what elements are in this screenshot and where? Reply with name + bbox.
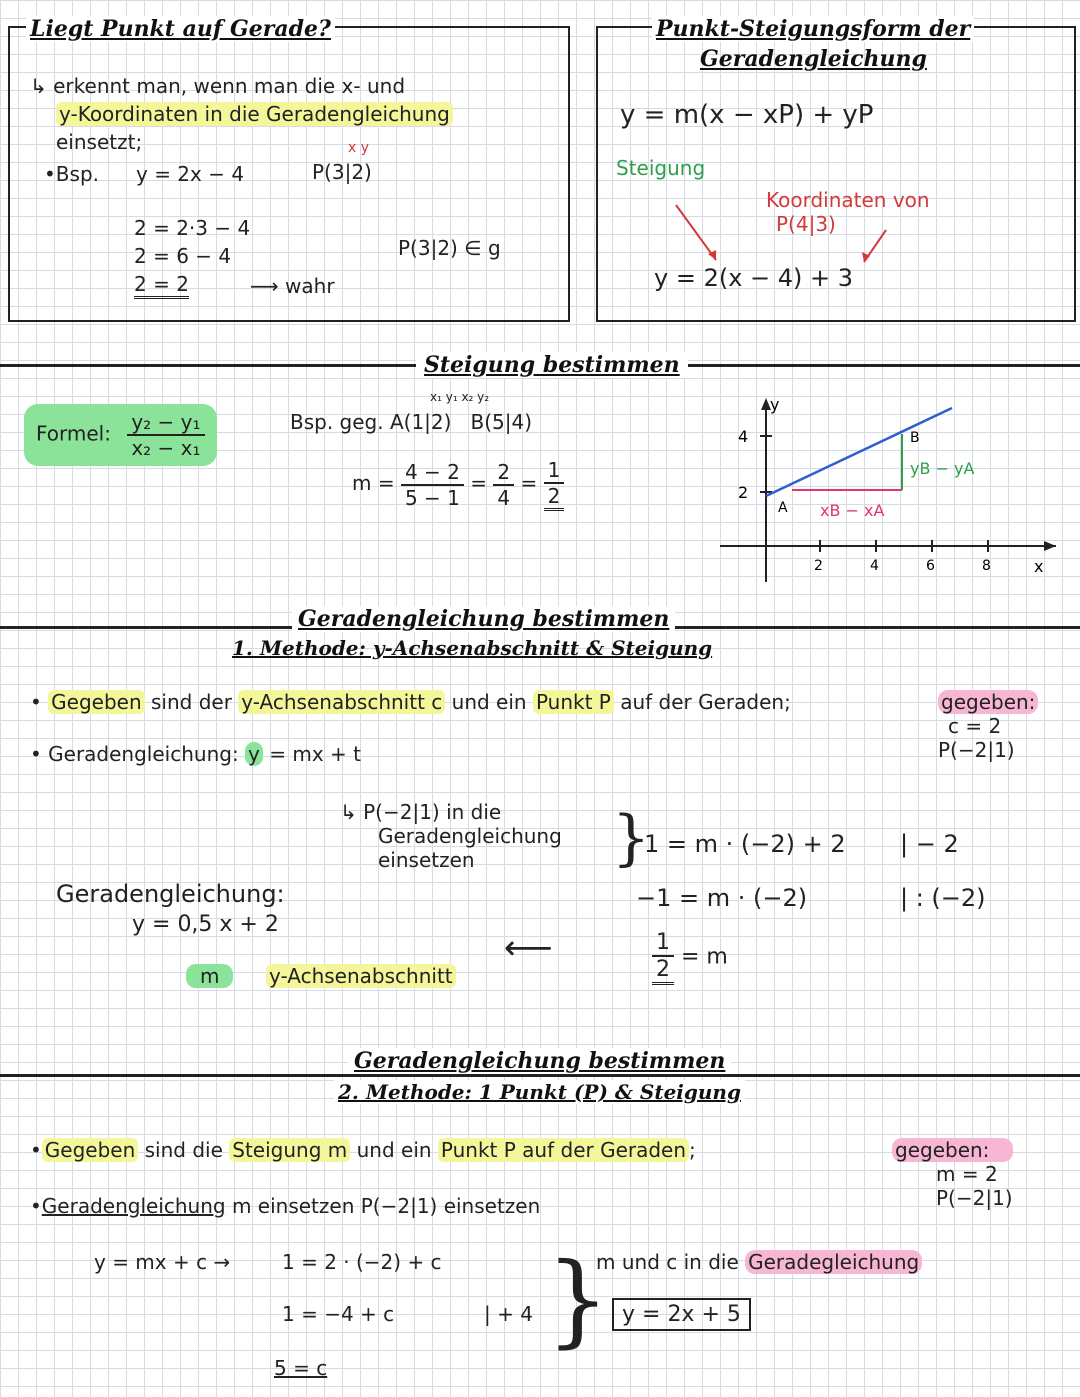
section2-op1: | − 2 xyxy=(900,830,959,858)
box1-bsp-label: •Bsp. xyxy=(44,162,99,186)
formel-fraction: $\frac{\text{y₂ − y₁}}{\text{x₂ − x₁}}$ xyxy=(127,410,204,460)
section2-result-label: Geradengleichung: xyxy=(56,880,285,908)
section3-bullet1: • Gegeben sind die Steigung m und ein Punkt P auf der Geraden ; xyxy=(30,1138,696,1162)
graph-tick-x8: 8 xyxy=(982,558,991,574)
box2-koordinaten: Koordinaten von xyxy=(766,188,930,212)
slope-example: Bsp. geg. A(1|2) B(5|4) xyxy=(290,410,533,434)
formel-block xyxy=(24,404,217,466)
box1-title: Liegt Punkt auf Gerade? xyxy=(26,16,335,42)
graph-tick-x2: 2 xyxy=(814,558,823,574)
section3-step2: 1 = −4 + c xyxy=(282,1302,395,1326)
graph-tick-x6: 6 xyxy=(926,558,935,574)
section2-m-label: m xyxy=(186,964,233,988)
section3-step3: 5 = c xyxy=(274,1356,328,1380)
slope-example-labels: x₁ y₁ x₂ y₂ xyxy=(430,390,490,404)
box1-step3: 2 = 2 xyxy=(134,272,189,299)
box2-arrows xyxy=(596,160,896,280)
box1-equation: y = 2x − 4 xyxy=(136,162,245,186)
section2-subtitle: 1. Methode: y-Achsenabschnitt & Steigung xyxy=(232,636,713,660)
slope-graph xyxy=(716,396,1060,582)
section2-back-arrow: ⟵ xyxy=(504,928,553,968)
box2-title-line2: Geradengleichung xyxy=(700,46,927,72)
box1-intro-line3: einsetzt; xyxy=(56,130,143,154)
graph-x-label: x xyxy=(1034,557,1044,576)
section2-result-eq: y = 0,5 x + 2 xyxy=(132,912,279,937)
graph-y-label: y xyxy=(770,396,780,414)
graph-tick-x4: 4 xyxy=(870,558,879,574)
section2-t-label: y-Achsenabschnitt xyxy=(266,964,456,988)
section2-given: gegeben: c = 2 P(−2|1) xyxy=(938,690,1038,762)
section3-divider xyxy=(0,1074,1080,1077)
graph-tick-y2: 2 xyxy=(738,483,749,502)
section3-title: Geradengleichung bestimmen xyxy=(348,1048,731,1074)
section3-op: | + 4 xyxy=(484,1302,533,1326)
box1-intro-line2: y-Koordinaten in die Geradengleichung xyxy=(56,102,453,126)
section2-op2: | : (−2) xyxy=(900,884,986,912)
box2-title-line1: Punkt-Steigungsform der xyxy=(652,16,974,42)
section2-brace: } xyxy=(612,803,651,873)
section3-note: m und c in die Geradegleichung xyxy=(596,1250,922,1274)
section1-title: Steigung bestimmen xyxy=(416,352,688,378)
box2-formula: y = m(x − xP) + yP xyxy=(620,100,874,130)
formel-label: Formel: xyxy=(36,421,111,446)
section2-eq1: 1 = m · (−2) + 2 xyxy=(644,830,846,858)
graph-dy-label: yB − yA xyxy=(910,459,975,478)
box2-example: y = 2(x − 4) + 3 xyxy=(654,264,854,292)
graph-tick-y4: 4 xyxy=(738,427,749,446)
box1-intro-line1: ↳ erkennt man, wenn man die x- und xyxy=(30,74,406,98)
box1-step2: 2 = 6 − 4 xyxy=(134,244,232,268)
section2-insert-point: ↳ P(−2|1) in die Geradengleichung einsetzen xyxy=(340,800,562,872)
graph-point-A: A xyxy=(778,500,788,516)
graph-point-B: B xyxy=(910,430,920,446)
box2-steigung: Steigung xyxy=(616,156,706,180)
graph-dx-label: xB − xA xyxy=(820,501,885,520)
graph-line xyxy=(766,408,952,496)
section3-step1: 1 = 2 · (−2) + c xyxy=(282,1250,442,1274)
box1-xy-labels: x y xyxy=(348,140,370,156)
section3-final-eq: y = 2x + 5 xyxy=(612,1298,751,1331)
section3-bullet2: •Geradengleichung m einsetzen P(−2|1) einsetzen xyxy=(30,1194,541,1218)
box1-step1: 2 = 2·3 − 4 xyxy=(134,216,251,240)
slope-calculation: m = $\frac{4 - 2}{5 - 1}$ = $\frac{2}{4}$ = $\frac{1}{2}$ xyxy=(352,458,564,511)
section2-title: Geradengleichung bestimmen xyxy=(292,606,675,632)
section2-eq3: $\frac{1}{2}$ = m xyxy=(652,930,728,985)
section3-subtitle: 2. Methode: 1 Punkt (P) & Steigung xyxy=(334,1080,745,1104)
section3-step0: y = mx + c → xyxy=(94,1250,231,1274)
section2-bullet1: • Gegeben sind der y-Achsenabschnitt c und ein Punkt P auf der Geraden; xyxy=(30,690,791,714)
box1-wahr: ⟶ wahr xyxy=(250,274,335,298)
section2-eq2: −1 = m · (−2) xyxy=(636,884,808,912)
section3-brace: } xyxy=(546,1241,610,1358)
section2-bullet2: • Geradengleichung: y = mx + t xyxy=(30,742,361,766)
box2-koordinaten-point: P(4|3) xyxy=(776,212,836,236)
box1-point: P(3|2) xyxy=(312,160,372,184)
box1-result: P(3|2) ∈ g xyxy=(398,236,501,260)
section3-given: gegeben: m = 2 P(−2|1) xyxy=(892,1138,1013,1210)
